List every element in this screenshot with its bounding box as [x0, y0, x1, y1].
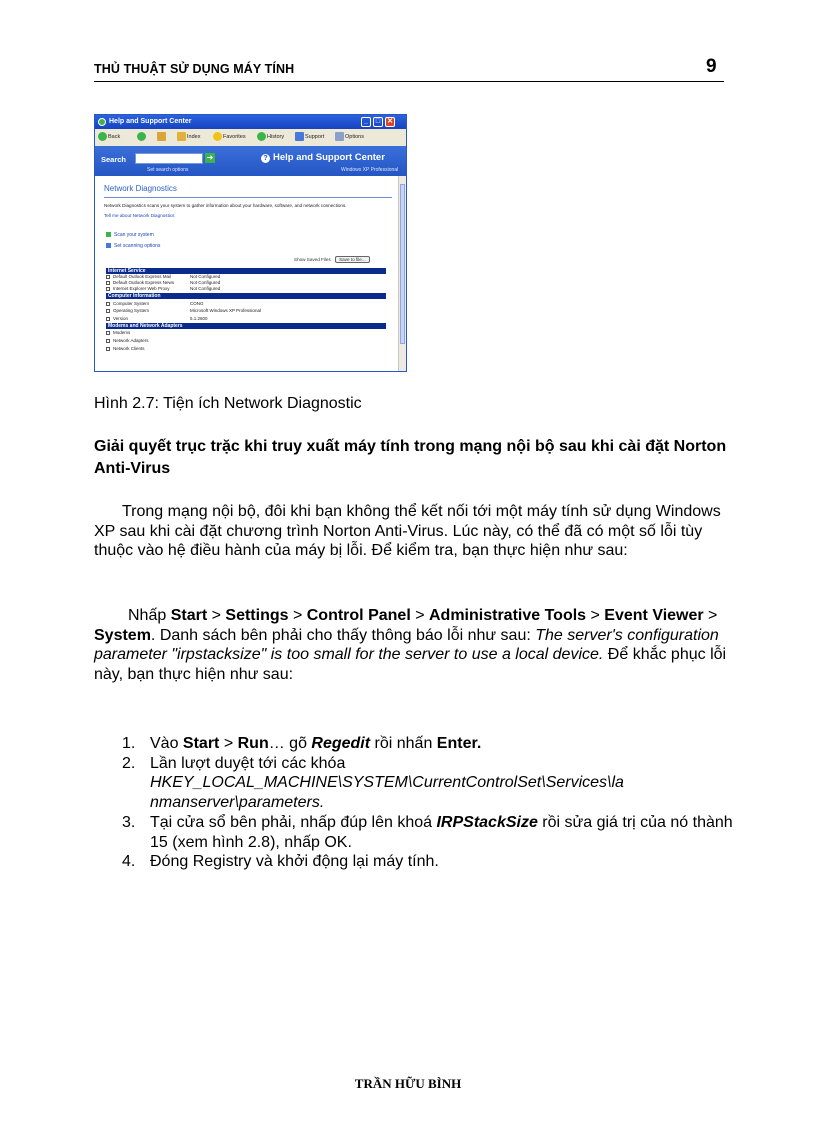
text-run: rồi nhấn — [370, 735, 437, 752]
expand-icon — [106, 347, 110, 351]
expand-icon — [106, 317, 110, 321]
help-center-icon: ? — [261, 154, 270, 163]
footer-author: TRẦN HỮU BÌNH — [354, 1076, 462, 1091]
options-button[interactable] — [335, 132, 364, 143]
save-area — [294, 256, 370, 263]
favorites-button[interactable] — [213, 132, 246, 143]
list-item — [122, 734, 734, 754]
row-value: Not Configured — [190, 280, 221, 285]
scan-system-label: Scan your system — [114, 232, 154, 238]
running-header-title: THỦ THUẬT SỬ DỤNG MÁY TÍNH — [94, 62, 295, 76]
vertical-scrollbar[interactable] — [398, 176, 406, 372]
text-run: Tại cửa sổ bên phải, nhấp đúp lên khoá — [150, 813, 437, 831]
text-run: Lần lượt duyệt tới các khóa — [150, 754, 346, 772]
options-icon — [335, 132, 344, 141]
scan-system-link[interactable] — [106, 232, 154, 238]
row-value: Microsoft Windows XP Professional — [190, 308, 261, 313]
list-item[interactable] — [106, 346, 386, 352]
menu-settings: Settings — [225, 607, 289, 624]
diagnostics-pane — [95, 176, 398, 372]
help-center-title: Help and Support Center — [273, 152, 385, 163]
home-icon — [157, 132, 166, 141]
text-run: Vào — [150, 735, 183, 752]
options-small-icon — [106, 243, 111, 248]
row-label: Network Clients — [113, 346, 145, 351]
index-button[interactable] — [177, 132, 200, 143]
section-computer-information: Computer Information — [106, 293, 386, 299]
step-number: 4. — [122, 853, 136, 871]
step-number: 3. — [122, 813, 136, 831]
maximize-button[interactable]: □ — [373, 117, 383, 127]
step-run: Run — [237, 735, 269, 752]
header-divider — [94, 81, 724, 82]
support-label: Support — [305, 134, 325, 140]
back-label: Back — [108, 134, 121, 140]
paragraph-steps-text — [94, 606, 734, 685]
text-run: rồi sửa giá trị của nó thành 15 (xem hình 2.8), nhấp OK. — [150, 813, 733, 851]
history-clock-icon — [257, 132, 266, 141]
text-run: > — [219, 735, 238, 752]
text-run: … gõ — [268, 735, 312, 752]
menu-control-panel: Control Panel — [306, 607, 411, 624]
page-number: 9 — [706, 56, 717, 77]
list-item[interactable] — [106, 308, 386, 314]
index-label: Index — [187, 134, 201, 140]
text-run: > — [586, 607, 605, 624]
figure-caption: Hình 2.7: Tiện ích Network Diagnostic — [94, 395, 362, 412]
search-input[interactable] — [135, 153, 203, 164]
list-item[interactable] — [106, 330, 386, 336]
registry-path-line2: nmanserver\parameters. — [150, 794, 325, 812]
expand-icon — [106, 302, 110, 306]
scrollbar-thumb[interactable] — [400, 184, 405, 344]
menu-start: Start — [170, 607, 208, 624]
tell-me-link[interactable]: Tell me about Network Diagnostics — [104, 213, 175, 218]
show-saved-files-link[interactable]: Show Saved Files — [294, 257, 331, 262]
section-internet-service: Internet Service — [106, 268, 386, 274]
close-button[interactable]: ✕ — [385, 117, 395, 127]
row-label: Internet Explorer Web Proxy — [113, 286, 170, 291]
section-heading: Giải quyết trục trặc khi truy xuất máy tính trong mạng nội bộ sau khi cài đặt Norton Anti-Virus — [94, 438, 727, 477]
diagnostics-title-rule — [104, 197, 392, 198]
paragraph-intro — [94, 502, 734, 561]
star-icon — [213, 132, 222, 141]
step-number: 2. — [122, 754, 136, 772]
expand-icon — [106, 309, 110, 313]
list-item[interactable] — [106, 286, 386, 292]
save-to-file-button[interactable]: Save to file... — [335, 256, 370, 263]
text-run: Nhấp — [128, 607, 171, 624]
search-label: Search — [101, 155, 127, 164]
forward-button[interactable] — [137, 132, 147, 143]
expand-icon — [106, 339, 110, 343]
set-search-options-link[interactable]: Set search options — [147, 167, 189, 173]
toolbar — [95, 129, 406, 147]
home-button[interactable] — [157, 132, 167, 143]
search-bar — [95, 146, 406, 176]
row-value: Not Configured — [190, 286, 221, 291]
menu-event-viewer: Event Viewer — [604, 607, 704, 624]
section-modems-network-adapters: Modems and Network Adapters — [106, 323, 386, 329]
registry-path-line1: HKEY_LOCAL_MACHINE\SYSTEM\CurrentControlSet\Services\la — [150, 774, 624, 792]
diagnostics-description: Network Diagnostics scans your system to gather information about your hardware, software, and network connections. — [104, 203, 347, 208]
row-label: Default Outlook Express News — [113, 280, 175, 285]
expand-icon — [106, 275, 110, 279]
window-titlebar — [95, 115, 406, 129]
list-item[interactable] — [106, 316, 386, 322]
window-title: Help and Support Center — [109, 118, 192, 125]
list-item[interactable] — [106, 338, 386, 344]
text-run: > — [207, 607, 226, 624]
text-run: Đóng Registry và khởi động lại máy tính. — [150, 853, 439, 871]
row-value: 5.1.2600 — [190, 316, 208, 321]
text-run: . Danh sách bên phải cho thấy thông báo lỗi như sau: — [150, 626, 536, 644]
steps-list — [122, 734, 734, 872]
paragraph-intro-text: Trong mạng nội bộ, đôi khi bạn không thể kết nối tới một máy tính sử dụng Windows XP sau khi cài đặt chương trình Norton Anti-Virus. Lúc này, có thể đã có một số lỗi tùy thuộc vào hệ điều hành của máy bị lỗi. Để kiểm tra, bạn thực hiện như sau: — [94, 503, 721, 560]
text-run: > — [410, 607, 429, 624]
list-item — [122, 754, 734, 813]
set-scanning-options-label: Set scanning options — [114, 243, 161, 249]
text-run: > — [703, 607, 718, 624]
os-edition-label: Windows XP Professional — [341, 167, 399, 173]
expand-icon — [106, 281, 110, 285]
support-icon — [295, 132, 304, 141]
search-go-button[interactable]: ➜ — [206, 153, 214, 162]
history-button[interactable] — [257, 132, 284, 143]
scan-icon — [106, 232, 111, 237]
paragraph-steps-intro — [94, 606, 734, 685]
expand-icon — [106, 331, 110, 335]
row-label: Operating System — [113, 308, 150, 313]
row-label: Version — [113, 316, 129, 321]
menu-system: System — [94, 626, 151, 644]
back-arrow-icon — [98, 132, 107, 141]
index-book-icon — [177, 132, 186, 141]
help-app-icon — [98, 118, 106, 126]
back-button[interactable] — [98, 132, 120, 143]
favorites-label: Favorites — [223, 134, 246, 140]
support-button[interactable] — [295, 132, 324, 143]
row-label: Network Adapters — [113, 338, 149, 343]
row-label: Modems — [113, 330, 131, 335]
menu-administrative-tools: Administrative Tools — [429, 607, 587, 624]
diagnostics-title: Network Diagnostics — [104, 184, 177, 193]
text-run: Để khắc phục lỗi này, bạn thực hiện như sau: — [94, 646, 727, 684]
set-scanning-options-link[interactable] — [106, 243, 160, 249]
minimize-button[interactable]: _ — [361, 117, 371, 127]
step-number: 1. — [122, 735, 136, 752]
error-message: The server's configuration parameter "irpstacksize" is too small for the server to use a local device. — [94, 626, 719, 664]
list-item — [122, 852, 734, 872]
step-regedit: Regedit — [311, 735, 371, 752]
options-label: Options — [345, 134, 364, 140]
row-label: Default Outlook Express Mail — [113, 274, 172, 279]
row-label: Computer System — [113, 301, 150, 306]
step-start: Start — [182, 735, 220, 752]
step-irpstacksize: IRPStackSize — [436, 813, 538, 831]
list-item[interactable] — [106, 301, 386, 307]
step-enter: Enter. — [436, 735, 482, 752]
text-run: > — [288, 607, 307, 624]
forward-arrow-icon — [137, 132, 146, 141]
row-value: CONG — [190, 301, 204, 306]
list-item — [122, 813, 734, 852]
expand-icon — [106, 287, 110, 291]
row-value: Not Configured — [190, 274, 221, 279]
help-center-screenshot — [94, 114, 407, 372]
history-label: History — [267, 134, 285, 140]
